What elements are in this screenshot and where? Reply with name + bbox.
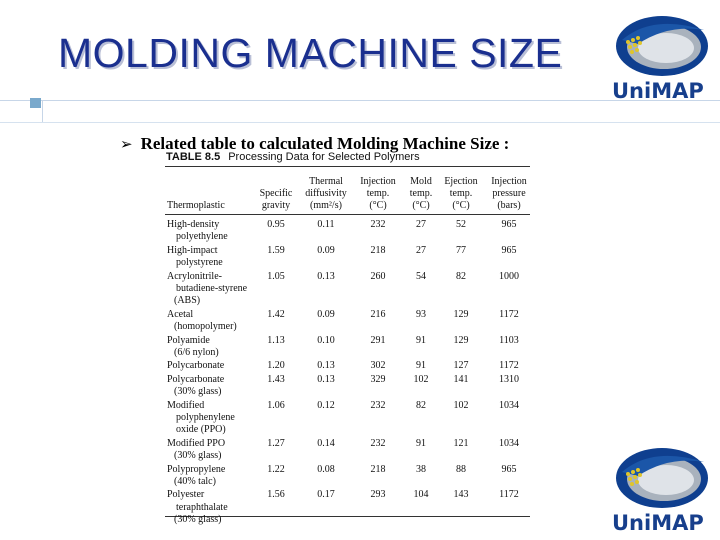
table-caption	[166, 151, 420, 163]
table-row-name: Polyamide	[167, 334, 210, 346]
table-cell: 965	[501, 463, 517, 475]
table-cell: 260	[370, 270, 386, 282]
table-cell: 232	[370, 437, 386, 449]
table-top-rule	[165, 166, 530, 167]
table-row-name: (ABS)	[174, 295, 201, 307]
table-row-name: polyphenylene	[176, 411, 235, 423]
table-cell: 1.42	[267, 308, 285, 320]
table-cell: 1034	[499, 399, 519, 411]
table-header-cell: Specific gravity	[259, 188, 293, 211]
table-cell: 0.95	[267, 219, 285, 230]
table-cell: 329	[370, 373, 386, 385]
logo-text-top: UniMAP	[612, 79, 704, 103]
table-header-cell: Thermal diffusivity (mm²/s)	[305, 176, 347, 211]
table-cell: 0.17	[317, 489, 335, 501]
table-cell: 1172	[499, 360, 519, 372]
table-header-cell: Mold temp. (°C)	[409, 176, 433, 211]
header-divider-vertical	[42, 100, 43, 122]
table-row-name: Modified PPO	[167, 437, 226, 449]
table-row-name: (30% glass)	[174, 386, 222, 398]
table-row-name: (30% glass)	[174, 513, 222, 525]
table-cell: 88	[456, 463, 466, 475]
table-header-cell: Thermoplastic	[167, 200, 225, 211]
table-row-name: teraphthalate	[176, 501, 228, 513]
table-cell: 0.13	[317, 373, 335, 385]
table-cell: 1.27	[267, 437, 285, 449]
table-cell: 1310	[499, 373, 519, 385]
table-cell: 0.09	[317, 244, 335, 256]
unimap-logo-top	[606, 10, 714, 110]
table-row-name: (40% talc)	[174, 475, 216, 487]
table-cell: 1.22	[267, 463, 285, 475]
table-cell: 102	[413, 373, 429, 385]
table-cell: 27	[416, 219, 426, 230]
table-cell: 232	[370, 399, 386, 411]
table-cell: 1034	[499, 437, 519, 449]
table-caption-text: Processing Data for Selected Polymers	[228, 151, 420, 163]
table-row-name: High-density	[167, 219, 220, 230]
table-cell: 27	[416, 244, 426, 256]
table-row-name: polystyrene	[176, 257, 223, 269]
table-cell: 0.14	[317, 437, 335, 449]
table-cell: 291	[370, 334, 386, 346]
table-cell: 54	[416, 270, 426, 282]
table-row-name: (homopolymer)	[174, 321, 237, 332]
table-cell: 1172	[499, 489, 519, 501]
unimap-logo-bottom	[606, 444, 714, 540]
table-cell: 93	[416, 308, 426, 320]
table-cell: 91	[416, 334, 426, 346]
table-row-name: (6/6 nylon)	[174, 346, 219, 358]
slide-title: MOLDING MACHINE SIZE	[58, 30, 563, 76]
header-divider-lower	[0, 122, 720, 123]
table-cell: 216	[370, 308, 386, 320]
table-cell: 0.12	[317, 399, 335, 411]
table-cell: 965	[501, 244, 517, 256]
table-cell: 129	[453, 334, 469, 346]
table-cell: 1172	[499, 308, 519, 320]
table-cell: 77	[456, 244, 466, 256]
table-cell: 218	[370, 244, 386, 256]
table-row-name: Polycarbonate	[167, 360, 225, 372]
table-row-name: (30% glass)	[174, 450, 222, 461]
table-row-name: butadiene-styrene	[176, 282, 248, 294]
table-row-name: oxide (PPO)	[176, 424, 226, 436]
table-cell: 0.08	[317, 463, 335, 475]
table-row-name: Acetal	[167, 308, 194, 320]
table-row-name: High-impact	[167, 244, 218, 256]
table-cell: 127	[453, 360, 469, 372]
table-cell: 121	[453, 437, 469, 449]
table-cell: 82	[456, 270, 466, 282]
table-cell: 232	[370, 219, 386, 230]
table-cell: 0.10	[317, 334, 335, 346]
table-cell: 102	[453, 399, 469, 411]
table-cell: 0.13	[317, 360, 335, 372]
table-cell: 0.13	[317, 270, 335, 282]
table-cell: 0.09	[317, 308, 335, 320]
table-cell: 1.56	[267, 489, 285, 501]
table-row-name: Polypropylene	[167, 463, 226, 475]
table-cell: 104	[413, 489, 429, 501]
table-cell: 1.59	[267, 244, 285, 256]
table-header-cell: Ejection temp. (°C)	[444, 176, 478, 211]
logo-text-bottom: UniMAP	[612, 511, 704, 535]
table-cell: 218	[370, 463, 386, 475]
table-header-rule	[165, 214, 530, 215]
table-cell: 38	[416, 463, 426, 475]
table-cell: 302	[370, 360, 386, 372]
table-row-name: Polyester	[167, 489, 205, 501]
table-cell: 965	[501, 219, 517, 230]
table-cell: 52	[456, 219, 466, 230]
table-cell: 1.20	[267, 360, 285, 372]
table-cell: 143	[453, 489, 469, 501]
corner-accent	[30, 98, 41, 108]
table-label: TABLE 8.5	[166, 151, 221, 163]
table-cell: 293	[370, 489, 386, 501]
table-cell: 1000	[499, 270, 519, 282]
table-cell: 1.05	[267, 270, 285, 282]
table-cell: 1103	[499, 334, 519, 346]
table-cell: 82	[416, 399, 426, 411]
table-cell: 1.13	[267, 334, 285, 346]
table-cell: 1.06	[267, 399, 285, 411]
table-header-cell: Injection pressure (bars)	[491, 176, 527, 211]
table-cell: 91	[416, 437, 426, 449]
table-cell: 0.11	[317, 219, 335, 230]
table-row-name: Acrylonitrile-	[167, 270, 222, 282]
arrow-bullet-icon: ➢	[120, 135, 133, 153]
table-row-name: polyethylene	[176, 231, 228, 243]
table-cell: 1.43	[267, 373, 285, 385]
table-row-name: Modified	[167, 399, 205, 411]
bullet-label: Related table to calculated Molding Machine Size :	[140, 134, 510, 153]
table-header-cell: Injection temp. (°C)	[360, 176, 396, 211]
table-cell: 141	[453, 373, 469, 385]
table-cell: 129	[453, 308, 469, 320]
table-cell: 91	[416, 360, 426, 372]
table-row-name: Polycarbonate	[167, 373, 225, 385]
